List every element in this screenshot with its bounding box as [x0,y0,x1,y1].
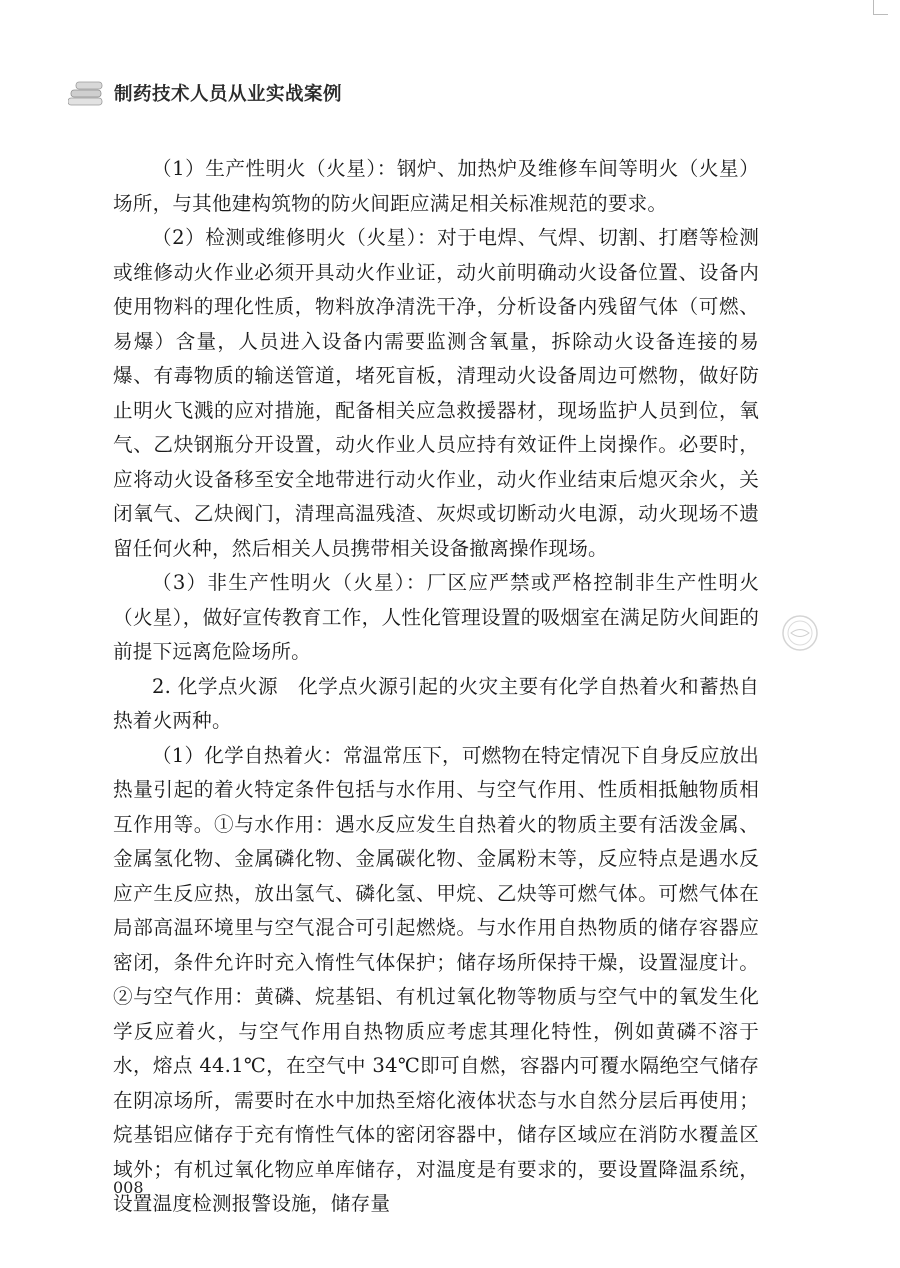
paragraph: （1）化学自热着火：常温常压下，可燃物在特定情况下自身反应放出热量引起的着火特定条件包括与水作用、与空气作用、性质相抵触物质相互作用等。①与水作用：遇水反应发生自热着火的物质主要有活泼金属、金属氢化物、金属磷化物、金属碳化物、金属粉末等，反应特点是遇水反应产生反应热，放出氢气、磷化氢、甲烷、乙炔等可燃气体。可燃气体在局部高温环境里与空气混合可引起燃烧。与水作用自热物质的储存容器应密闭，条件允许时充入惰性气体保护；储存场所保持干燥，设置湿度计。②与空气作用：黄磷、烷基铝、有机过氧化物等物质与空气中的氧发生化学反应着火，与空气作用自热物质应考虑其理化特性，例如黄磷不溶于水，熔点 44.1℃，在空气中 34℃即可自燃，容器内可覆水隔绝空气储存在阴凉场所，需要时在水中加热至熔化液体状态与水自然分层后再使用；烷基铝应储存于充有惰性气体的密闭容器中，储存区域应在消防水覆盖区域外；有机过氧化物应单库储存，对温度是有要求的，要设置降温系统，设置温度检测报警设施，储存量 [113,743,759,1215]
book-stack-icon [68,80,104,106]
paragraph: （1）生产性明火（火星）：钢炉、加热炉及维修车间等明火（火星）场所，与其他建构筑物的防火间距应满足相关标准规范的要求。 [113,157,759,215]
publisher-seal-icon [781,614,819,652]
page-corner-mark [873,0,888,15]
paragraph: （3）非生产性明火（火星）：厂区应严禁或严格控制非生产性明火（火星），做好宣传教育工作，人性化管理设置的吸烟室在满足防火间距的前提下远离危险场所。 [113,571,759,663]
paragraph: 2. 化学点火源 化学点火源引起的火灾主要有化学自热着火和蓄热自热着火两种。 [113,674,759,732]
header-title: 制药技术人员从业实战案例 [114,84,343,105]
running-header [68,80,342,106]
page-number: 008 [113,1178,144,1197]
paragraph: （2）检测或维修明火（火星）：对于电焊、气焊、切割、打磨等检测或维修动火作业必须开具动火作业证，动火前明确动火设备位置、设备内使用物料的理化性质，物料放净清洗干净，分析设备内残留气体（可燃、易爆）含量，人员进入设备内需要监测含氧量，拆除动火设备连接的易爆、有毒物质的输送管道，堵死盲板，清理动火设备周边可燃物，做好防止明火飞溅的应对措施，配备相关应急救援器材，现场监护人员到位，氧气、乙炔钢瓶分开设置，动火作业人员应持有效证件上岗操作。必要时，应将动火设备移至安全地带进行动火作业，动火作业结束后熄灭余火，关闭氧气、乙炔阀门，清理高温残渣、灰烬或切断动火电源，动火现场不遗留任何火种，然后相关人员携带相关设备撤离操作现场。 [113,226,759,560]
body-text [113,152,759,1222]
